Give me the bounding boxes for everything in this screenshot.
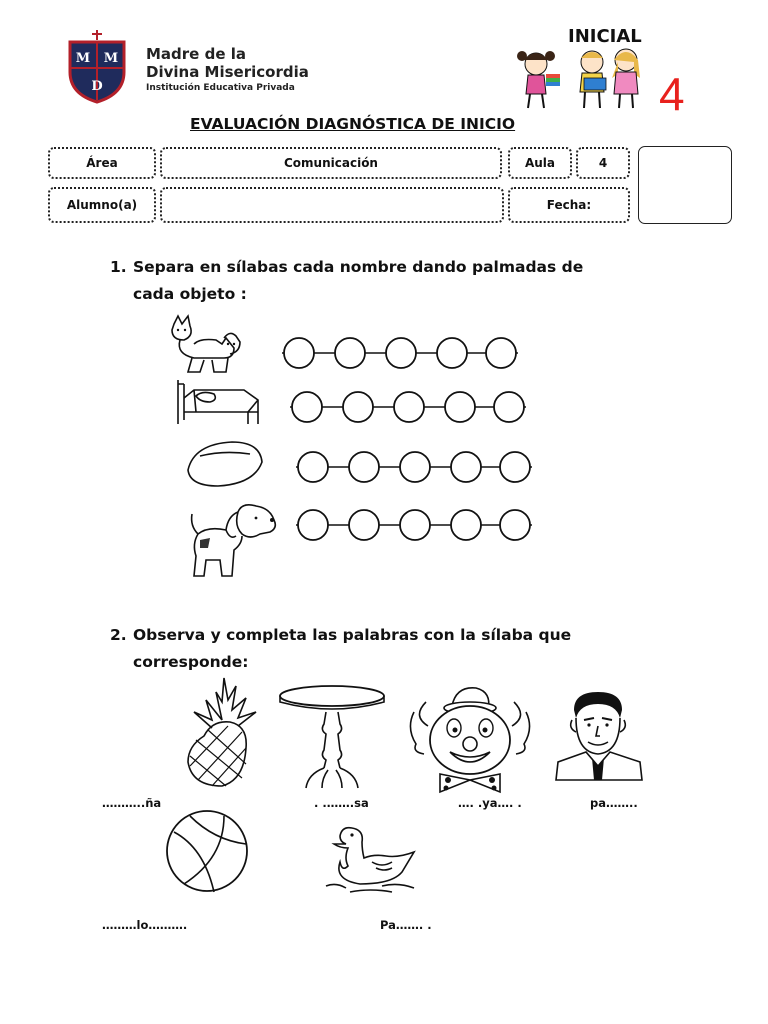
bed-icon (174, 378, 260, 428)
alumno-name-field[interactable] (160, 187, 504, 223)
syllable-circles-row-4[interactable] (296, 508, 536, 542)
svg-text:M: M (103, 51, 119, 66)
question-1-number: 1. (110, 258, 127, 276)
fecha-field[interactable] (508, 187, 630, 223)
duck-icon (322, 822, 418, 898)
aula-value: 4 (598, 156, 608, 170)
photo-box (638, 146, 732, 224)
area-label: Área (86, 156, 118, 170)
school-subtitle: Institución Educativa Privada (146, 83, 295, 93)
page-title: EVALUACIÓN DIAGNÓSTICA DE INICIO (190, 115, 516, 133)
question-2-number: 2. (110, 626, 127, 644)
word-blank-father[interactable]: pa…….. (590, 796, 638, 810)
level-label: INICIAL (568, 26, 642, 47)
alumno-label: Alumno(a) (66, 198, 138, 212)
children-reading-illustration (510, 44, 650, 112)
area-label-box (48, 147, 156, 179)
word-blank-ball[interactable]: ………lo………. (102, 918, 188, 932)
question-2-line1: Observa y completa las palabras con la sílaba que (133, 626, 572, 644)
question-1-line2: cada objeto : (133, 285, 247, 303)
pineapple-icon (182, 676, 264, 790)
syllable-circles-row-1[interactable] (282, 336, 522, 370)
question-2-line2: corresponde: (133, 653, 249, 671)
word-blank-pineapple[interactable]: ………..ña (102, 796, 162, 810)
area-value-field[interactable] (160, 147, 502, 179)
dog-icon (186, 500, 282, 580)
area-value: Comunicación (284, 156, 378, 170)
aula-label: Aula (524, 156, 556, 170)
syllable-circles-row-3[interactable] (296, 450, 536, 484)
syllable-circles-row-2[interactable] (290, 390, 530, 424)
fecha-label: Fecha: (546, 198, 592, 212)
word-blank-table[interactable]: . .…….sa (314, 796, 369, 810)
svg-text:M: M (75, 51, 91, 66)
cat-icon (164, 314, 248, 376)
svg-text:D: D (91, 79, 103, 94)
clown-icon (406, 682, 534, 794)
question-1-line1: Separa en sílabas cada nombre dando palmadas de (133, 258, 584, 276)
aula-label-box (508, 147, 572, 179)
alumno-label-box (48, 187, 156, 223)
school-crest-logo (66, 28, 128, 104)
ball-icon (164, 808, 250, 894)
level-number: 4 (659, 68, 685, 120)
school-name-line1: Madre de la (146, 45, 246, 63)
word-blank-clown[interactable]: …. .ya…. . (458, 796, 522, 810)
bread-icon (184, 440, 266, 488)
school-name-line2: Divina Misericordia (146, 63, 309, 81)
table-icon (278, 684, 386, 790)
word-blank-duck[interactable]: Pa……. . (380, 918, 432, 932)
father-icon (556, 690, 642, 782)
aula-value-field[interactable] (576, 147, 630, 179)
